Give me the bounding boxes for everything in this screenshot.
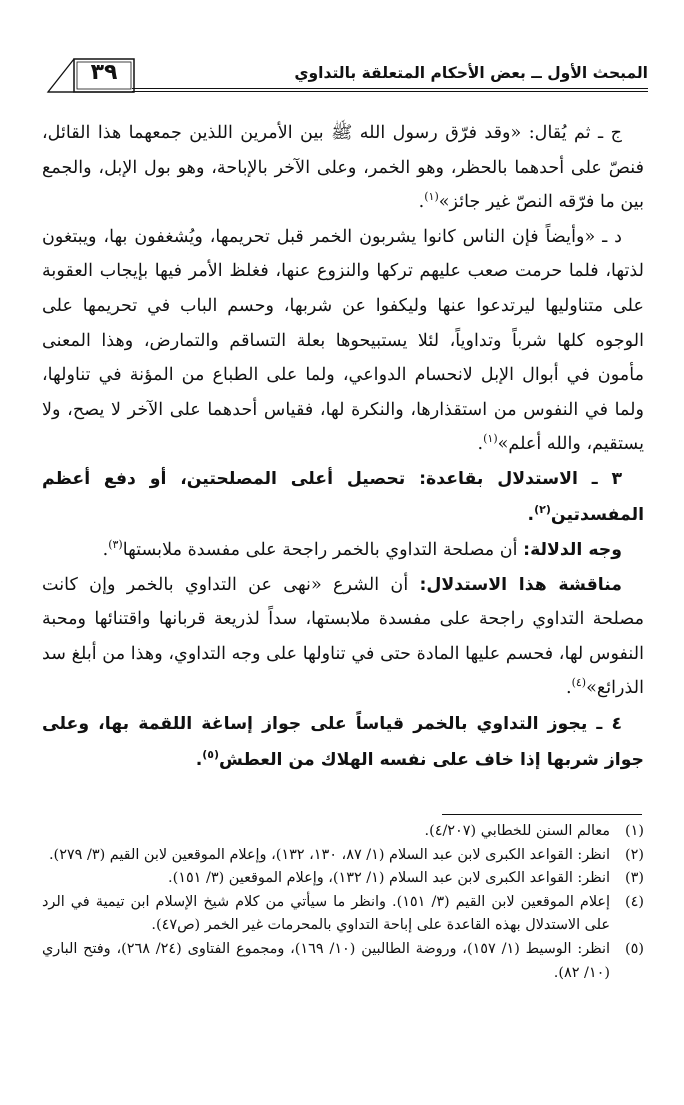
paragraph: ج ـ ثم يُقال: «وقد فرّق رسول الله ﷺ بين الأمرين اللذين جمعهما هذا القائل، فنصّ على أحدهما بالحظر، وهو الخمر، وعلى الآخر بالإباحة، وهو بول الإبل، والجمع بين ما فرّقه النصّ غير جائز»$^{(١)}$. — [42, 123, 644, 213]
section-heading: ٣ ـ الاستدلال بقاعدة: تحصيل أعلى المصلحتين، أو دفع أعظم المفسدتين$^{(٢)}$. — [42, 468, 644, 525]
footnote-text: انظر: القواعد الكبرى لابن عبد السلام (١/ ٨٧، ١٣٠، ١٣٢)، وإعلام الموقعين لابن القيم (٣/ ٢٧٩). — [48, 846, 610, 863]
section-heading: ٤ ـ يجوز التداوي بالخمر قياساً على جواز إساغة اللقمة بها، وعلى جواز شربها إذا خاف على نفسه الهلاك من العطش$^{(٥)}$. — [42, 713, 644, 770]
chapter-title: المبحث الأول ــ بعض الأحكام المتعلقة بالتداوي — [294, 64, 648, 82]
footnote-separator — [442, 814, 642, 815]
footnote — [42, 938, 644, 985]
footnote — [42, 891, 644, 938]
footnote-ref[interactable]: (٥) — [202, 748, 220, 762]
footnote-number: (١) — [625, 823, 644, 839]
page-number-frame — [44, 58, 136, 94]
page-number: ٣٩ — [90, 60, 118, 85]
header-rule-thin — [132, 91, 648, 92]
footnotes — [42, 820, 644, 985]
footnote-text: إعلام الموقعين لابن القيم (٣/ ١٥١). وانظر ما سيأتي من كلام شيخ الإسلام ابن تيمية في الرد على الاستدلال بهذه القاعدة على إباحة التداوي بالمحرمات غير الخمر (ص٤٧). — [42, 893, 610, 934]
inline-label: مناقشة هذا الاستدلال: — [419, 574, 623, 595]
footnote-ref[interactable]: (٤) — [571, 676, 587, 690]
inline-label: وجه الدلالة: — [523, 539, 622, 560]
footnote-number: (٥) — [625, 940, 644, 957]
footnote-text: معالم السنن للخطابي (٤/٢٠٧). — [424, 823, 610, 839]
paragraph: مناقشة هذا الاستدلال: أن الشرع «نهى عن التداوي بالخمر وإن كانت مصلحة التداوي راجحة على مفسدة ملابستها، سداً لذريعة قربانها واقتنائها ومحبة النفوس لها، فحسم عليها المادة حتى في تناولها على وجه التداوي، وهذا من أبلغ سد الذرائع»$^{(٤)}$. — [42, 574, 644, 699]
footnote-number: (٣) — [625, 870, 644, 887]
footnote — [42, 844, 644, 868]
footnote-ref[interactable]: (٣) — [108, 538, 123, 552]
footnote-number: (٢) — [625, 846, 644, 863]
paragraph: وجه الدلالة: أن مصلحة التداوي بالخمر راجحة على مفسدة ملابستها$^{(٣)}$. — [102, 538, 622, 560]
header-rule — [132, 88, 648, 89]
footnote-ref[interactable]: (١) — [483, 432, 498, 446]
footnote — [42, 867, 644, 891]
footnote-number: (٤) — [625, 893, 644, 910]
footnote-ref[interactable]: (١) — [424, 190, 439, 204]
paragraph: د ـ «وأيضاً فإن الناس كانوا يشربون الخمر قبل تحريمها، ويُشغفون بها، ويبتغون لذتها، فلما حرمت صعب عليهم تركها والنزوع عنها، فغلظ الأمر فيها بإيجاب العقوبة على متناوليها ليرتدعوا عنها وليكفوا عن شربها، وحسم الباب في تحريمها على الوجوه كلها شرباً وتداوياً، لئلا يستبيحوها بعلة التساقم والتمارض، وهذا المعنى مأمون في أبوال الإبل لانحسام الدواعي، ولما على الطباع من المؤنة في تناولها، ولما في النفوس من استقذارها، والنكرة لها، فقياس أحدهما على الآخر لا يصح، ولا يستقيم، والله أعلم»$^{(١)}$. — [42, 226, 644, 455]
footnote-ref[interactable]: (٢) — [534, 503, 551, 517]
running-header — [44, 58, 648, 98]
main-text — [42, 116, 644, 778]
footnote — [42, 820, 644, 844]
footnote-text: انظر: الوسيط (١/ ١٥٧)، وروضة الطالبين (١٠/ ١٦٩)، ومجموع الفتاوى (٢٤/ ٢٦٨)، وفتح الباري (١٠/ ٨٢). — [42, 940, 610, 981]
footnote-text: انظر: القواعد الكبرى لابن عبد السلام (١/ ١٣٢)، وإعلام الموقعين (٣/ ١٥١). — [168, 870, 610, 887]
